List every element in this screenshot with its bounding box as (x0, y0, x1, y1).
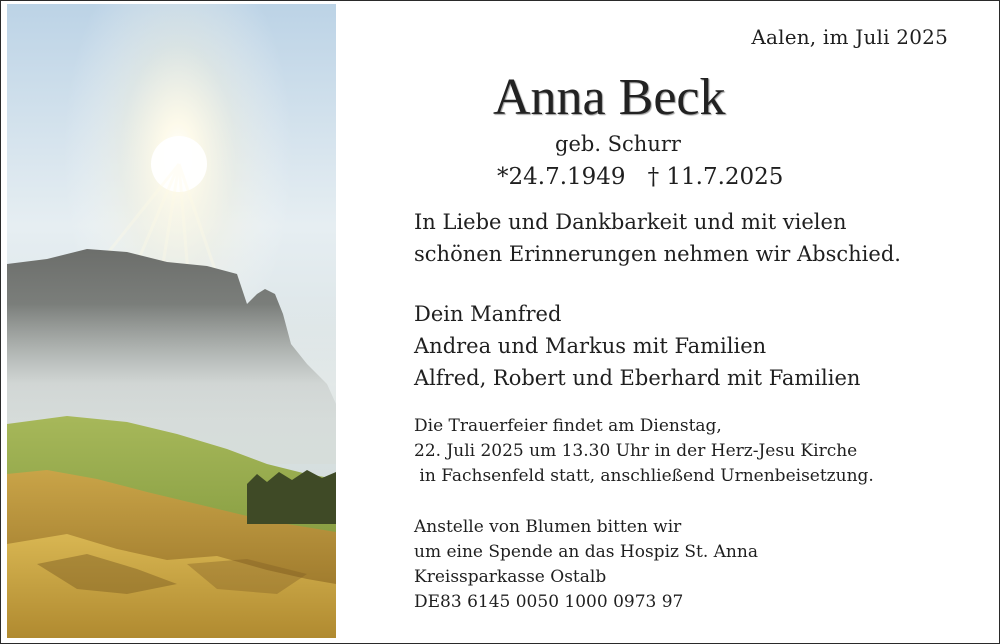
donation-line: Anstelle von Blumen bitten wir (414, 517, 682, 537)
place-date: Aalen, im Juli 2025 (751, 25, 948, 49)
donation-line: um eine Spende an das Hospiz St. Anna (414, 542, 758, 562)
family-list (414, 298, 860, 394)
family-member: Alfred, Robert und Eberhard mit Familien (414, 366, 861, 390)
death-date: † 11.7.2025 (647, 164, 784, 190)
family-member: Dein Manfred (414, 302, 562, 326)
donation-iban: DE83 6145 0050 1000 0973 97 (414, 592, 684, 612)
deceased-name: Anna Beck (493, 69, 726, 126)
ceremony-line: in Fachsenfeld statt, anschließend Urnenbeisetzung. (414, 466, 874, 486)
donation-line: Kreissparkasse Ostalb (414, 567, 607, 587)
family-member: Andrea und Markus mit Familien (414, 334, 767, 358)
mourning-line: schönen Erinnerungen nehmen wir Abschied. (414, 242, 901, 266)
mourning-line: In Liebe und Dankbarkeit und mit vielen (414, 210, 847, 234)
ceremony-line: 22. Juli 2025 um 13.30 Uhr in der Herz-Jesu Kirche (414, 441, 858, 461)
ceremony-info (414, 414, 874, 489)
mourning-text (414, 206, 901, 270)
mountain-sun-photo (7, 4, 336, 638)
birth-name: geb. Schurr (555, 132, 681, 156)
birth-date: *24.7.1949 (497, 164, 626, 190)
ceremony-line: Die Trauerfeier findet am Dienstag, (414, 416, 722, 436)
donation-info (414, 515, 758, 615)
life-dates (497, 164, 805, 190)
